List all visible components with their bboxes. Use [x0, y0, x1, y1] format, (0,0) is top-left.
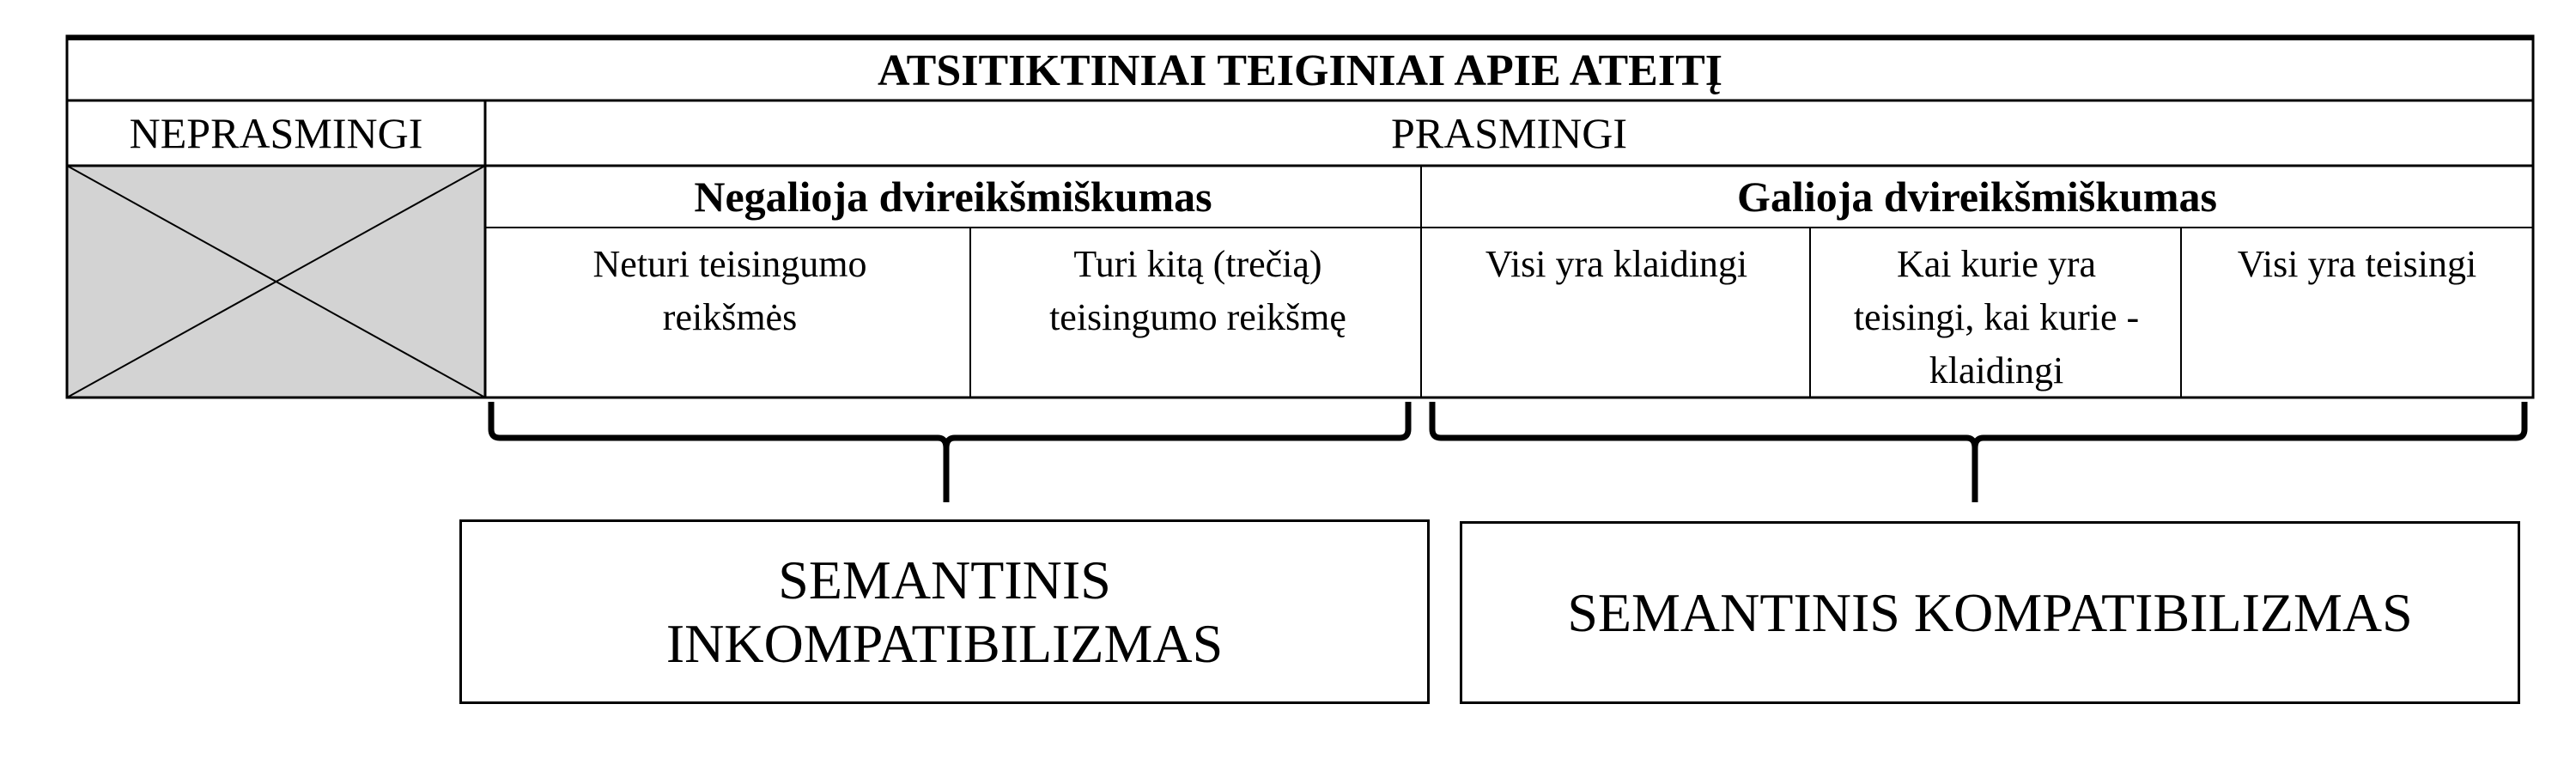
- cell-all-true: Visi yra teisingi: [2237, 243, 2477, 285]
- header-meaningless: NEPRASMINGI: [129, 109, 423, 157]
- cell-third-truth-value: Turi kitą (trečią) teisingumo reikšmę: [1049, 243, 1346, 338]
- result-incompatibilism: SEMANTINIS INKOMPATIBILIZMAS: [459, 519, 1430, 704]
- cell-some-true-some-false: Kai kurie yra teisingi, kai kurie - klaidingi: [1853, 243, 2140, 392]
- cell-no-truth-value: Neturi teisingumo reikšmės: [592, 243, 867, 338]
- right-brace: [1432, 402, 2524, 502]
- result-compatibilism: SEMANTINIS KOMPATIBILIZMAS: [1460, 521, 2520, 704]
- header-bivalence-fails: Negalioja dvireikšmiškumas: [694, 173, 1212, 221]
- header-bivalence-holds: Galioja dvireikšmiškumas: [1737, 173, 2217, 221]
- cell-all-false: Visi yra klaidingi: [1485, 243, 1748, 285]
- header-meaningful: PRASMINGI: [1390, 109, 1628, 157]
- left-brace: [491, 402, 1408, 502]
- table-title: ATSITIKTINIAI TEIGINIAI APIE ATEITĮ: [877, 46, 1723, 95]
